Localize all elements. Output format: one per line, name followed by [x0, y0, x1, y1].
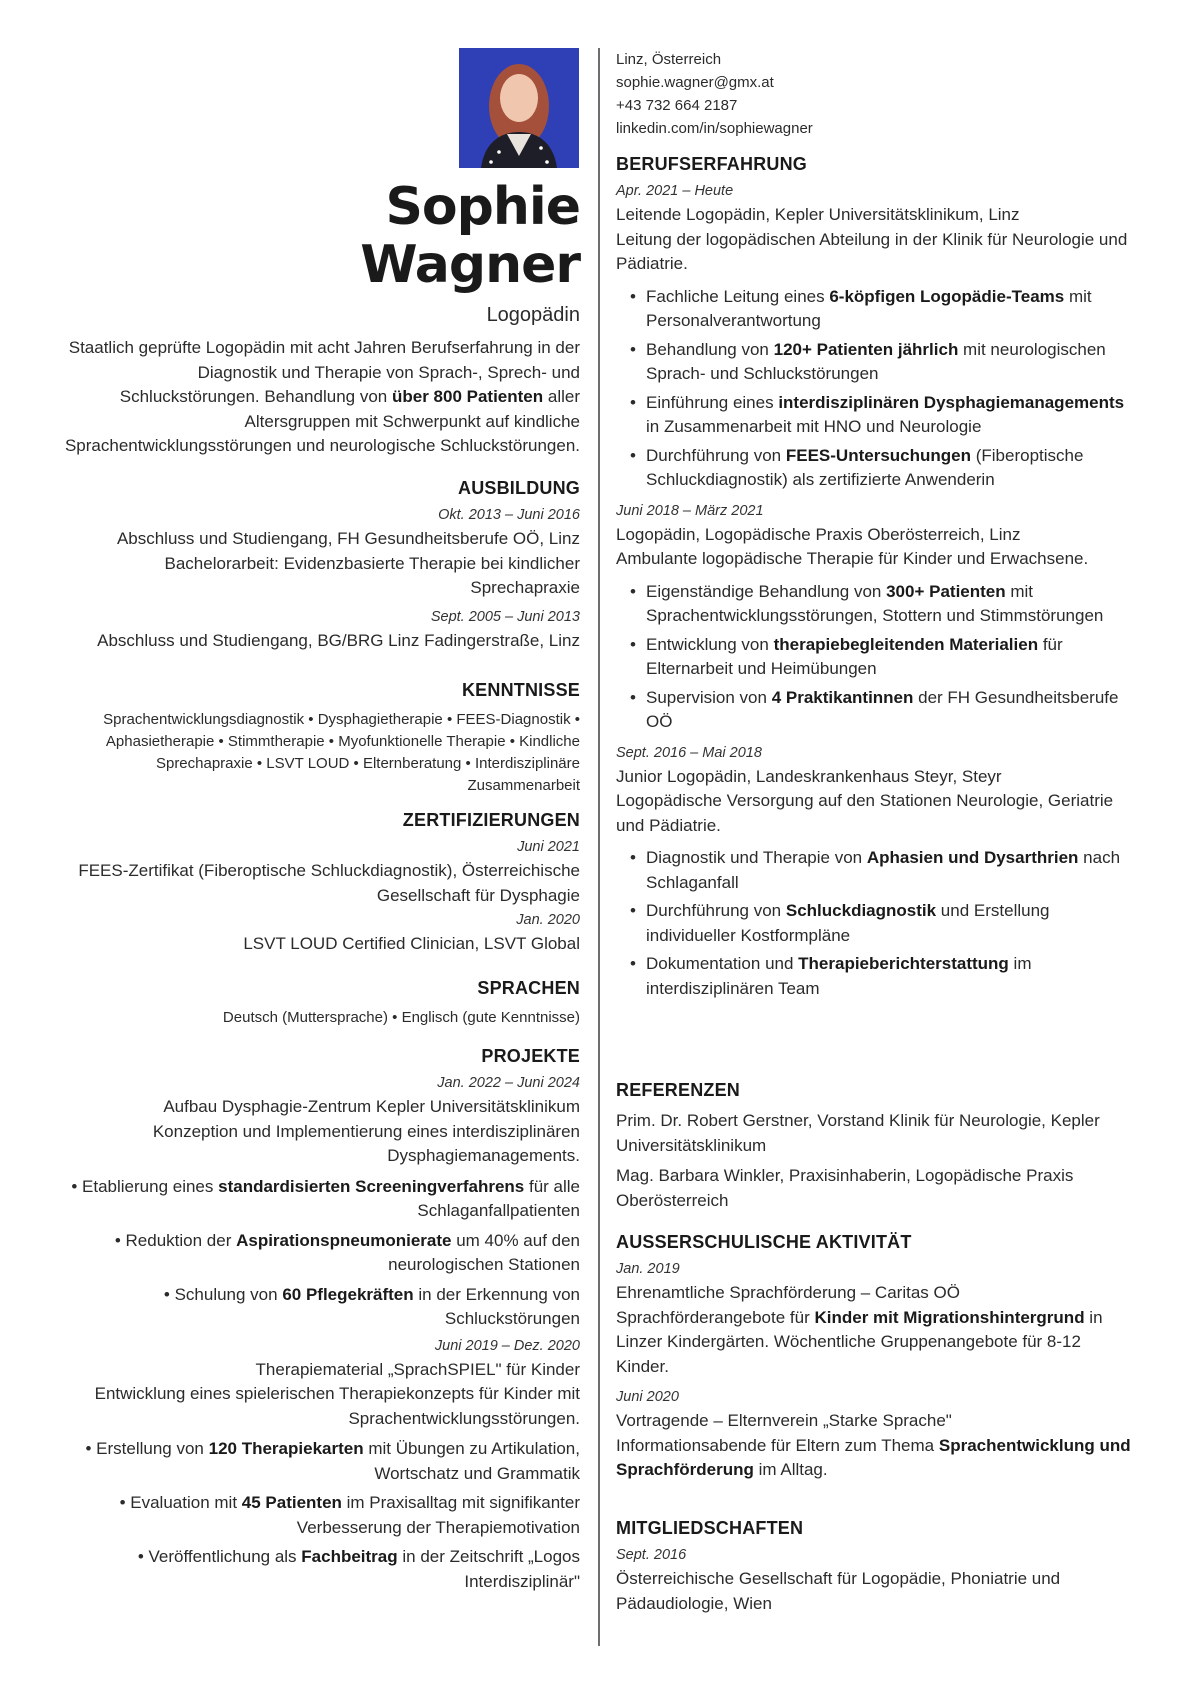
- last-name: Wagner: [360, 235, 580, 295]
- membership-text: Österreichische Gesellschaft für Logopädie, Phoniatrie und Pädaudiologie, Wien: [616, 1569, 1061, 1613]
- contact-email[interactable]: sophie.wagner@gmx.at: [616, 74, 774, 91]
- languages-section: [56, 978, 580, 1029]
- profile-summary: Staatlich geprüfte Logopädin mit acht Jahren Berufserfahrung in der Diagnostik und Therapie von Sprach-, Sprech- und Schluckstörungen. Behandlung von über 800 Patienten aller Altersgruppen mit Schwerpunkt auf kindliche Sprachentwicklungsstörungen und neurologische Schluckstörungen.: [64, 338, 580, 455]
- education-section: [56, 478, 580, 653]
- languages-list: Deutsch (Muttersprache) • Englisch (gute Kenntnisse): [222, 1009, 580, 1026]
- section-title: REFERENZEN: [616, 1080, 741, 1100]
- column-divider: [598, 48, 600, 1646]
- job-description: Ambulante logopädische Therapie für Kinder und Erwachsene.: [616, 549, 1089, 568]
- list-item: • Etablierung eines standardisierten Screeningverfahrens für alle Schlaganfallpatienten: [71, 1176, 580, 1220]
- job-date: Sept. 2016 – Mai 2018: [616, 744, 762, 761]
- memberships-section: [616, 1518, 1138, 1616]
- list-item: • Reduktion der Aspirationspneumonierate um 40% auf den neurologischen Stationen: [114, 1230, 580, 1274]
- candidate-name: [360, 178, 580, 294]
- list-item: • Schulung von 60 Pflegekräften in der Erkennung von Schluckstörungen: [163, 1284, 580, 1328]
- list-item: • Diagnostik und Therapie von Aphasien und Dysarthrien nach Schlaganfall: [630, 846, 1138, 895]
- contact-linkedin[interactable]: linkedin.com/in/sophiewagner: [616, 120, 813, 137]
- job-description: Leitung der logopädischen Abteilung in der Klinik für Neurologie und Pädiatrie.: [616, 229, 1128, 273]
- list-item: • Durchführung von Schluckdiagnostik und Erstellung individueller Kostformpläne: [630, 899, 1138, 948]
- activities-section: [616, 1232, 1138, 1483]
- project-name: Therapiematerial „SprachSPIEL" für Kinder: [255, 1359, 580, 1379]
- list-item: • Supervision von 4 Praktikantinnen der FH Gesundheitsberufe OÖ: [630, 686, 1138, 735]
- job-position: Junior Logopädin, Landeskrankenhaus Steyr, Steyr: [616, 766, 1002, 786]
- project-bullets: [56, 1437, 580, 1594]
- job-title: Logopädin: [486, 304, 580, 326]
- activity-name: Vortragende – Elternverein „Starke Sprache": [616, 1411, 952, 1430]
- job-description: Logopädische Versorgung auf den Stationen Neurologie, Geriatrie und Pädiatrie.: [616, 791, 1114, 835]
- profile-photo: [459, 48, 579, 168]
- education-degree: Abschluss und Studiengang, FH Gesundheitsberufe OÖ, Linz: [116, 529, 580, 548]
- job-date: Juni 2018 – März 2021: [616, 502, 764, 519]
- contact-phone[interactable]: +43 732 664 2187: [616, 97, 738, 114]
- section-title: SPRACHEN: [477, 978, 580, 998]
- education-date: Sept. 2005 – Juni 2013: [430, 608, 580, 625]
- project-date: Juni 2019 – Dez. 2020: [434, 1337, 580, 1354]
- section-title: PROJEKTE: [481, 1046, 580, 1066]
- project-description: Konzeption und Implementierung eines interdisziplinären Dysphagiemanagements.: [152, 1121, 580, 1165]
- section-title: AUSSERSCHULISCHE AKTIVITÄT: [616, 1232, 912, 1252]
- activity-date: Juni 2020: [616, 1389, 679, 1405]
- list-item: • Dokumentation und Therapieberichterstattung im interdisziplinären Team: [630, 952, 1138, 1001]
- references-section: [616, 1080, 1138, 1213]
- section-title: AUSBILDUNG: [458, 478, 580, 498]
- first-name: Sophie: [385, 177, 580, 237]
- project-date: Jan. 2022 – Juni 2024: [437, 1075, 580, 1091]
- reference-item: Prim. Dr. Robert Gerstner, Vorstand Klinik für Neurologie, Kepler Universitätsklinikum: [616, 1111, 1100, 1155]
- list-item: • Behandlung von 120+ Patienten jährlich mit neurologischen Sprach- und Schluckstörungen: [630, 338, 1138, 387]
- list-item: • Evaluation mit 45 Patienten im Praxisalltag mit signifikanter Verbesserung der Therapiemotivation: [119, 1493, 580, 1537]
- skills-section: [56, 680, 580, 797]
- section-title: KENNTNISSE: [461, 680, 580, 700]
- education-degree: Abschluss und Studiengang, BG/BRG Linz Fadingerstraße, Linz: [97, 630, 580, 650]
- certification-text: LSVT LOUD Certified Clinician, LSVT Global: [243, 934, 580, 953]
- job-date: Apr. 2021 – Heute: [616, 183, 734, 199]
- job-position: Logopädin, Logopädische Praxis Oberösterreich, Linz: [616, 524, 1021, 544]
- activity-name: Ehrenamtliche Sprachförderung – Caritas OÖ: [616, 1283, 960, 1302]
- contact-block: [616, 48, 1138, 140]
- list-item: • Fachliche Leitung eines 6-köpfigen Logopädie-Teams mit Personalverantwortung: [630, 285, 1138, 334]
- job-bullets: [616, 285, 1138, 493]
- experience-section: [616, 154, 1138, 1005]
- job-position: Leitende Logopädin, Kepler Universitätsklinikum, Linz: [616, 205, 1020, 224]
- section-title: ZERTIFIZIERUNGEN: [402, 810, 580, 830]
- certifications-section: [56, 810, 580, 957]
- certification-date: Juni 2021: [517, 839, 580, 855]
- job-bullets: [616, 846, 1138, 1001]
- project-name: Aufbau Dysphagie-Zentrum Kepler Universitätsklinikum: [163, 1097, 580, 1116]
- education-date: Okt. 2013 – Juni 2016: [438, 507, 580, 523]
- project-description: Entwicklung eines spielerischen Therapiekonzepts für Kinder mit Sprachentwicklungsstörungen.: [94, 1384, 580, 1428]
- list-item: • Einführung eines interdisziplinären Dysphagiemanagements in Zusammenarbeit mit HNO und Neurologie: [630, 391, 1138, 440]
- section-title: BERUFSERFAHRUNG: [616, 154, 808, 174]
- list-item: • Veröffentlichung als Fachbeitrag in der Zeitschrift „Logos Interdisziplinär": [137, 1547, 580, 1591]
- skills-list: Sprachentwicklungsdiagnostik • Dysphagietherapie • FEES-Diagnostik • Aphasietherapie • Stimmtherapie • Myofunktionelle Therapie • Kindliche Sprechapraxie • LSVT LOUD • Elternberatung • Interdisziplinäre Zusammenarbeit: [103, 711, 580, 794]
- list-item: • Durchführung von FEES-Untersuchungen (Fiberoptische Schluckdiagnostik) als zertifizierte Anwenderin: [630, 444, 1138, 493]
- activity-date: Jan. 2019: [616, 1261, 680, 1277]
- activity-description: Sprachförderangebote für Kinder mit Migrationshintergrund in Linzer Kindergärten. Wöchentliche Gruppenangebote für 8-12 Kinder.: [616, 1307, 1103, 1376]
- list-item: • Erstellung von 120 Therapiekarten mit Übungen zu Artikulation, Wortschatz und Grammatik: [85, 1439, 580, 1483]
- certification-date: Jan. 2020: [516, 912, 580, 928]
- job-bullets: [616, 580, 1138, 735]
- activity-description: Informationsabende für Eltern zum Thema Sprachentwicklung und Sprachförderung im Alltag.: [616, 1435, 1131, 1479]
- reference-item: Mag. Barbara Winkler, Praxisinhaberin, Logopädische Praxis Oberösterreich: [616, 1166, 1074, 1210]
- projects-section: [56, 1046, 580, 1599]
- education-note: Bachelorarbeit: Evidenzbasierte Therapie bei kindlicher Sprechapraxie: [164, 553, 580, 597]
- section-title: MITGLIEDSCHAFTEN: [616, 1518, 804, 1538]
- contact-location: Linz, Österreich: [616, 51, 722, 68]
- list-item: • Eigenständige Behandlung von 300+ Patienten mit Sprachentwicklungsstörungen, Stottern und Stimmstörungen: [630, 580, 1138, 629]
- project-bullets: [56, 1175, 580, 1332]
- membership-date: Sept. 2016: [616, 1547, 687, 1563]
- certification-text: FEES-Zertifikat (Fiberoptische Schluckdiagnostik), Österreichische Gesellschaft für Dysphagie: [78, 861, 580, 905]
- list-item: • Entwicklung von therapiebegleitenden Materialien für Elternarbeit und Heimübungen: [630, 633, 1138, 682]
